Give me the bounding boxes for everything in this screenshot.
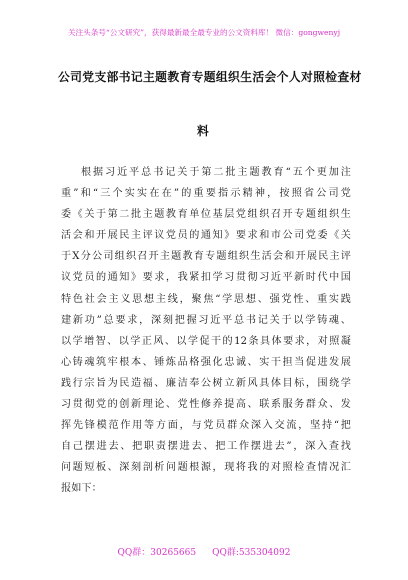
body-line: 报如下： (61, 483, 102, 495)
footer-qq-group-1: QQ群：30265665 (117, 548, 197, 558)
document-body (61, 162, 351, 500)
document-title-line-2: 料 (197, 124, 209, 138)
body-line: 建新功”总要求，深刻把握习近平总书记关于以学铸魂、 (61, 314, 351, 326)
body-line: 践行宗旨为民造福、廉洁奉公树立新风具体目标，围绕学 (61, 377, 351, 389)
body-line: 挥先锋模范作用等方面，与党员群众深入交流，坚持“把 (61, 420, 351, 432)
body-line: 于X分公司组织召开主题教育专题组织生活会和开展民主评 (61, 251, 351, 263)
body-line: 心铸魂筑牢根本、锤炼品格强化忠诚、实干担当促进发展 (61, 356, 351, 368)
footer-qq-group-2: QQ群:535304092 (212, 548, 291, 558)
body-line: 问题短板、深刻剖析问题根源，现将我的对照检查情况汇 (61, 462, 351, 474)
body-line: 活会和开展民主评议党员的通知》要求和市公司党委《关 (61, 230, 351, 242)
body-line: 委《关于第二批主题教育单位基层党组织召开专题组织生 (61, 209, 351, 221)
body-line: 议党员的通知》要求，我紧扣学习贯彻习近平新时代中国 (61, 272, 351, 284)
body-line: 以学增智、以学正风、以学促干的12条具体要求，对照凝 (61, 335, 351, 347)
document-title-line-1: 公司党支部书记主题教育专题组织生活会个人对照检查材 (58, 70, 362, 84)
body-line: 习贯彻党的创新理论、党性修养提高、联系服务群众、发 (61, 399, 351, 411)
footer-contact (0, 545, 408, 558)
body-line: 重”和“三个实实在在”的重要指示精神，按照省公司党 (61, 188, 351, 200)
body-line: 根据习近平总书记关于第二批主题教育“五个更加注 (81, 167, 351, 178)
header-notice: 关注头条号“公文研究”，获得最新最全最专业的公文资料库！ 微信：gongwenyj (67, 28, 341, 37)
body-line: 自己摆进去、把职责摆进去、把工作摆进去”，深入查找 (61, 441, 351, 453)
body-line: 特色社会主义思想主线，聚焦“学思想、强党性、重实践 (61, 293, 351, 305)
